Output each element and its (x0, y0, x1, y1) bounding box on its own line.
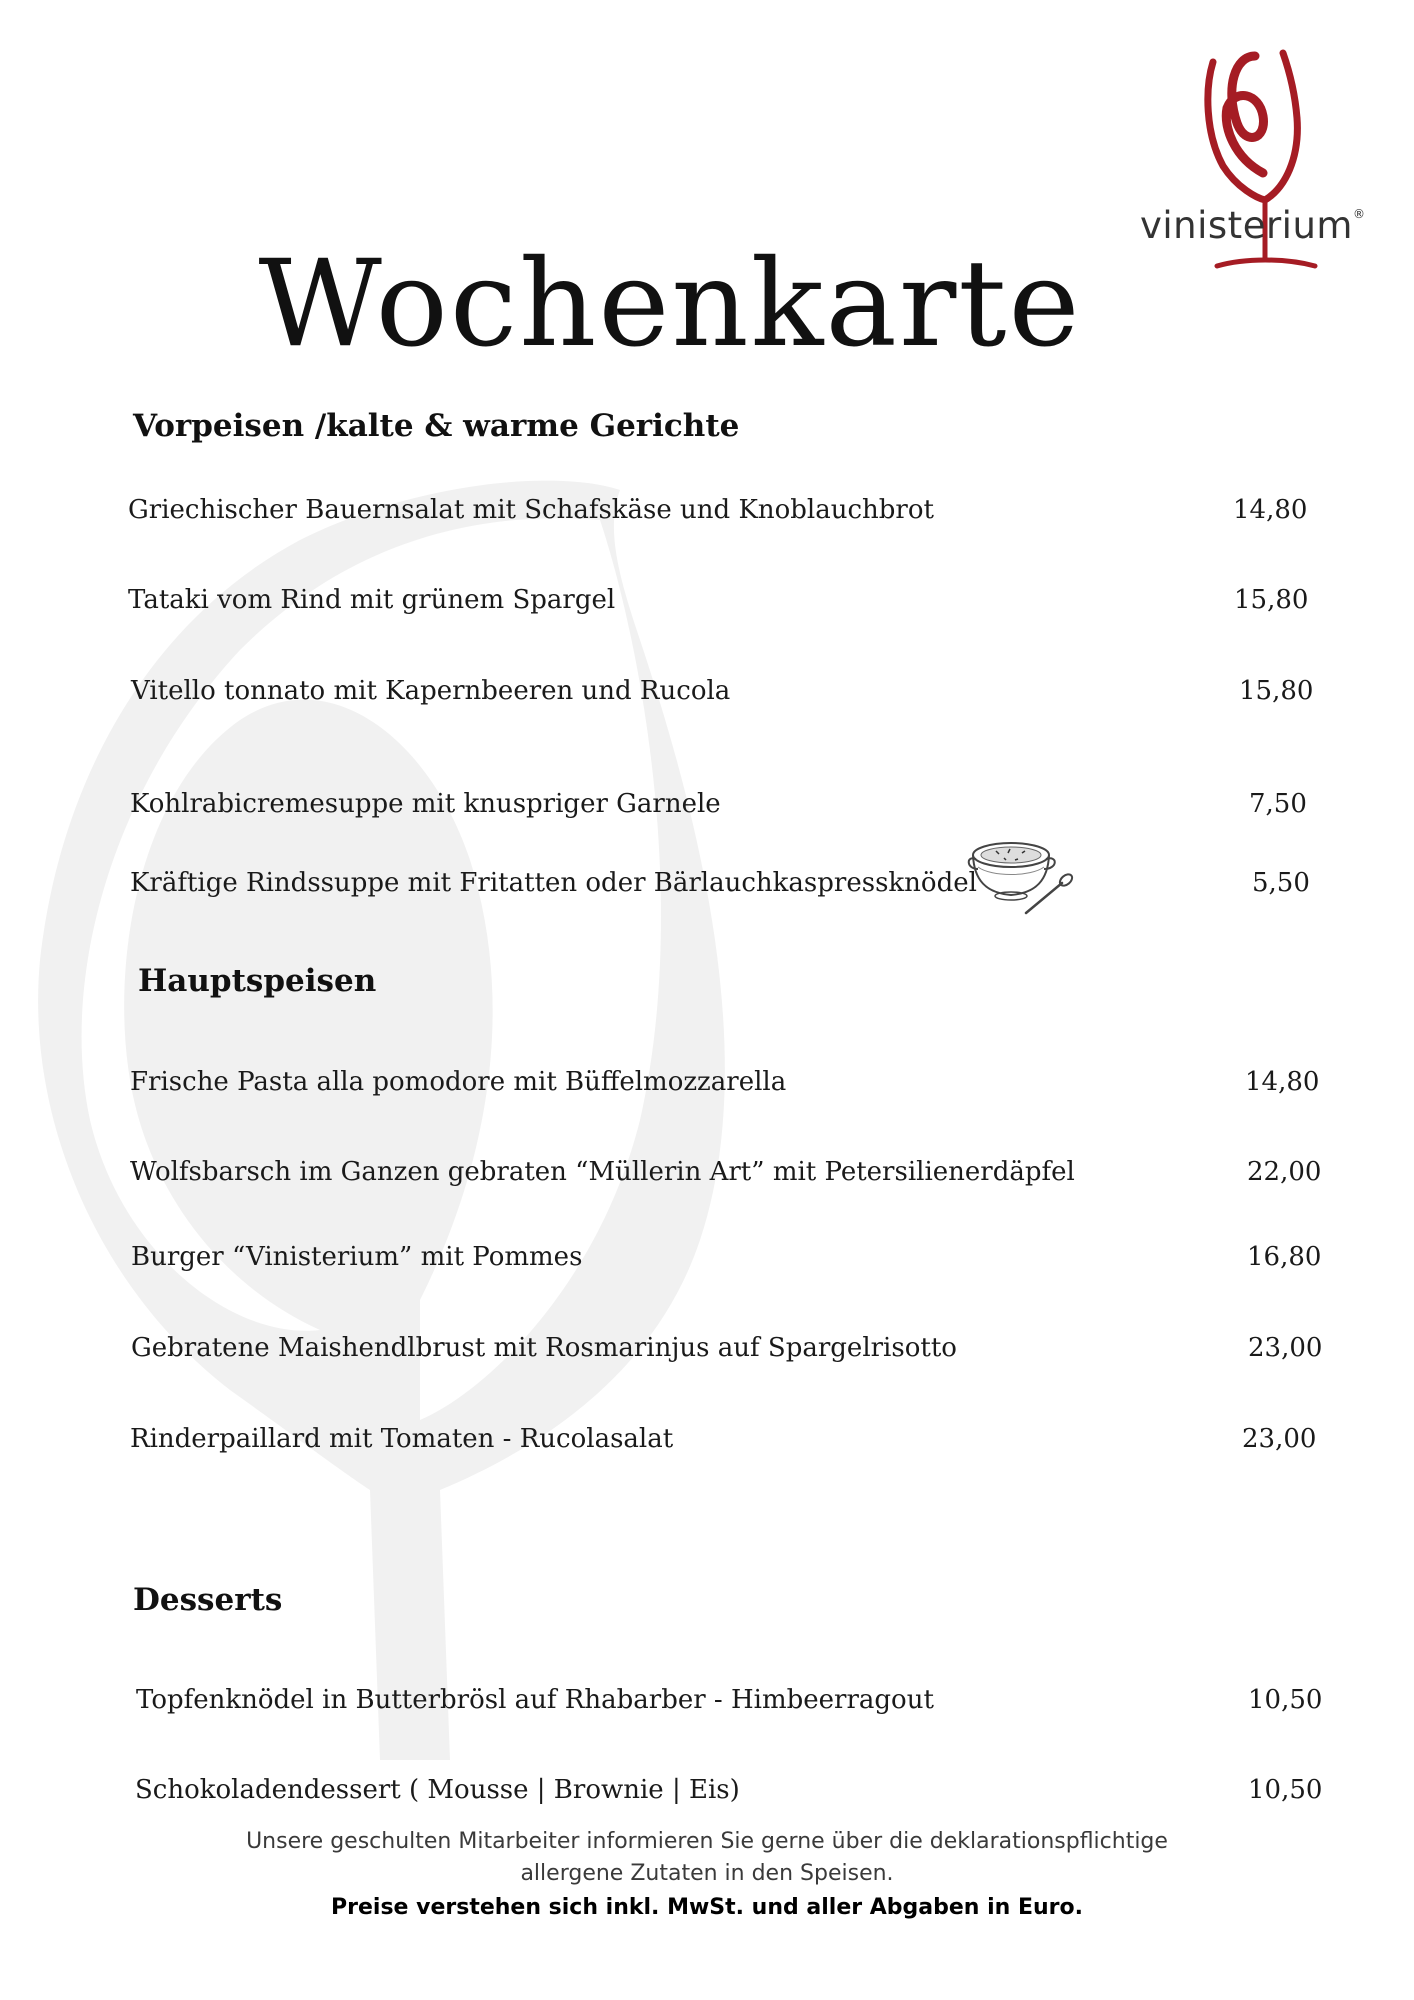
menu-price: 16,80 (1247, 1242, 1322, 1272)
allergen-note-continued: allergene Zutaten in den Speisen. (520, 1861, 894, 1886)
menu-price: 10,50 (1248, 1685, 1323, 1715)
allergen-note: Unsere geschulten Mitarbeiter informieren Sie gerne über die deklarationspflichtige (246, 1829, 1168, 1854)
soup-bowl-icon (966, 825, 1080, 919)
menu-item: Vitello tonnato mit Kapernbeeren und Rucola (131, 676, 731, 706)
menu-price: 15,80 (1234, 585, 1309, 615)
menu-price: 22,00 (1247, 1157, 1322, 1187)
menu-price: 7,50 (1249, 789, 1307, 819)
menu-price: 23,00 (1248, 1333, 1323, 1363)
menu-item: Griechischer Bauernsalat mit Schafskäse und Knoblauchbrot (128, 495, 934, 525)
price-note: Preise verstehen sich inkl. MwSt. und aller Abgaben in Euro. (331, 1895, 1083, 1920)
menu-item: Frische Pasta alla pomodore mit Büffelmozzarella (130, 1067, 787, 1097)
menu-item: Schokoladendessert ( Mousse | Brownie | Eis) (135, 1775, 740, 1805)
menu-item: Kräftige Rindssuppe mit Fritatten oder Bärlauchkaspressknödel (130, 868, 977, 898)
menu-item: Wolfsbarsch im Ganzen gebraten “Müllerin Art” mit Petersilienerdäpfel (130, 1157, 1075, 1187)
menu-price: 14,80 (1245, 1067, 1320, 1097)
menu-item: Topfenknödel in Butterbrösl auf Rhabarber - Himbeerragout (136, 1685, 934, 1715)
menu-item: Burger “Vinisterium” mit Pommes (131, 1242, 583, 1272)
section-heading-vorspeisen: Vorpeisen /kalte & warme Gerichte (133, 408, 740, 444)
menu-item: Rinderpaillard mit Tomaten - Rucolasalat (130, 1424, 674, 1454)
menu-item: Kohlrabicremesuppe mit knuspriger Garnele (130, 789, 721, 819)
menu-price: 15,80 (1239, 676, 1314, 706)
menu-item: Tataki vom Rind mit grünem Spargel (128, 585, 616, 615)
menu-price: 5,50 (1252, 868, 1310, 898)
menu-item: Gebratene Maishendlbrust mit Rosmarinjus auf Spargelrisotto (131, 1333, 957, 1363)
menu-price: 14,80 (1233, 495, 1308, 525)
menu-price: 23,00 (1242, 1424, 1317, 1454)
brand-name: vinisterium® (1140, 204, 1366, 247)
section-heading-desserts: Desserts (133, 1582, 283, 1618)
section-heading-hauptspeisen: Hauptspeisen (138, 963, 377, 999)
menu-price: 10,50 (1248, 1775, 1323, 1805)
page-title: Wochenkarte (258, 235, 1082, 374)
